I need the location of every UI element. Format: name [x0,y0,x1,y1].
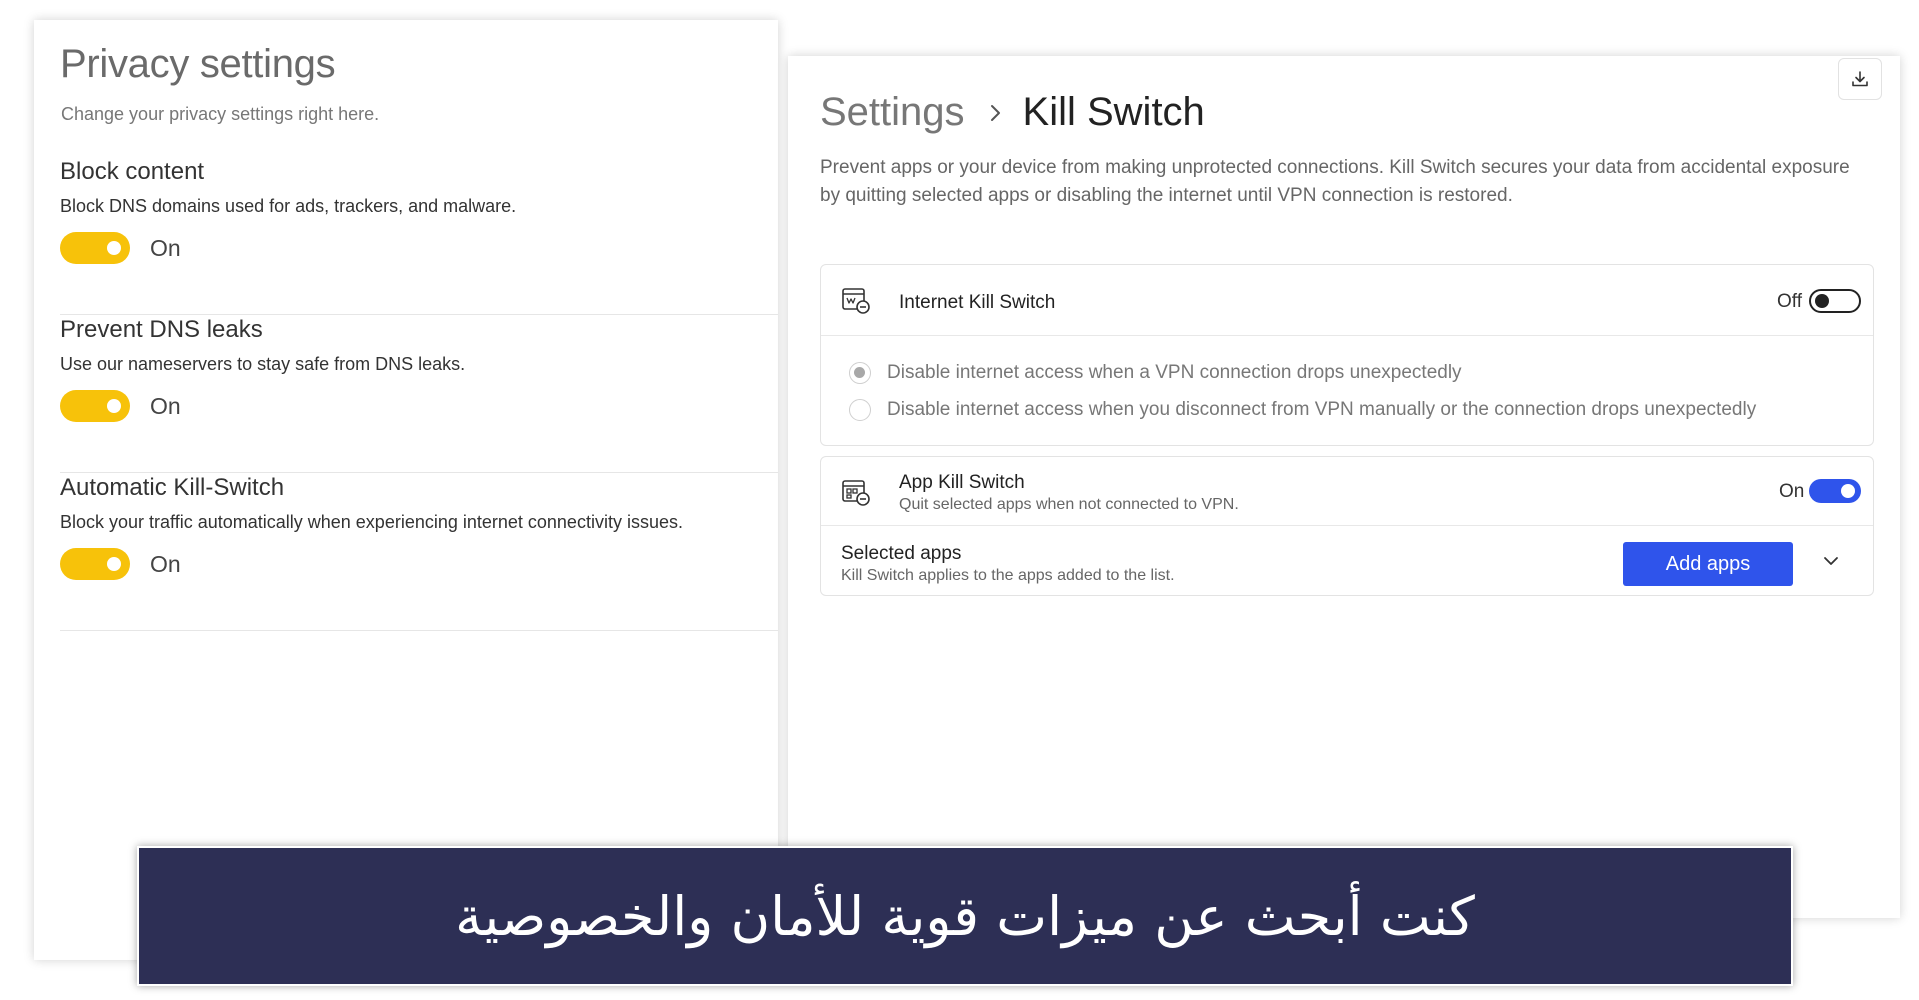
app-kill-switch-card [820,456,1874,596]
toggle-knob [1841,484,1855,498]
option-vpn-drop[interactable] [849,362,1462,384]
selected-apps-subtitle: Kill Switch applies to the apps added to the list. [841,567,1175,584]
internet-kill-switch-row [821,265,1873,336]
selected-apps-row [821,526,1873,594]
caption-text: كنت أبحث عن ميزات قوية للأمان والخصوصية [455,884,1475,948]
chevron-down-icon[interactable] [1821,551,1841,571]
internet-kill-switch-toggle[interactable] [1809,289,1861,313]
toggle-state-label: On [150,393,181,419]
kill-switch-description: Prevent apps or your device from making unprotected connections. Kill Switch secures your data from accidental exposure by quitting selected apps or disabling the internet until VPN connection is restored. [820,157,1850,206]
app-kill-switch-row [821,457,1873,526]
toggle-knob [107,557,121,571]
option-label: Disable internet access when a VPN connection drops unexpectedly [887,362,1462,383]
breadcrumb [820,90,1205,135]
radio-button[interactable] [849,399,871,421]
automatic-kill-switch-toggle[interactable] [60,548,130,580]
radio-button[interactable] [849,362,871,384]
option-label: Disable internet access when you disconnect from VPN manually or the connection drops unexpectedly [887,399,1757,420]
setting-title: Prevent DNS leaks [60,316,263,343]
add-apps-button[interactable]: Add apps [1623,542,1793,586]
prevent-dns-leaks-toggle[interactable] [60,390,130,422]
privacy-subtitle: Change your privacy settings right here. [61,104,380,124]
setting-block-content [60,158,778,315]
selected-apps-title: Selected apps [841,543,962,564]
app-kill-switch-title: App Kill Switch [899,472,1025,493]
setting-description: Block DNS domains used for ads, trackers, and malware. [60,196,517,216]
toggle-knob [107,241,121,255]
app-kill-switch-state: On [1779,481,1805,502]
internet-kill-switch-options [821,336,1873,444]
app-kill-switch-toggle[interactable] [1809,479,1861,503]
internet-kill-switch-card [820,264,1874,446]
app-kill-switch-icon [841,479,871,507]
download-icon [1850,69,1870,89]
toggle-knob [1815,294,1829,308]
app-kill-switch-subtitle: Quit selected apps when not connected to VPN. [899,496,1239,513]
toggle-state-label: On [150,551,181,577]
setting-title: Automatic Kill-Switch [60,474,285,501]
download-button[interactable] [1838,58,1882,100]
chevron-right-icon [989,102,1003,124]
setting-description: Block your traffic automatically when experiencing internet connectivity issues. [60,512,683,532]
block-content-toggle[interactable] [60,232,130,264]
setting-description: Use our nameservers to stay safe from DNS leaks. [60,354,466,374]
option-manual-disconnect[interactable] [849,399,1756,421]
toggle-state-label: On [150,235,181,261]
privacy-settings-panel [34,20,778,960]
kill-switch-panel [788,56,1900,918]
internet-kill-switch-state: Off [1777,291,1802,312]
page-title: Kill Switch [1022,90,1205,134]
internet-kill-switch-title: Internet Kill Switch [899,292,1056,313]
breadcrumb-settings-link[interactable]: Settings [820,90,965,134]
setting-title: Block content [60,158,205,185]
privacy-title: Privacy settings [60,42,336,86]
setting-automatic-kill-switch [60,474,778,631]
internet-kill-switch-icon [841,287,871,315]
toggle-knob [107,399,121,413]
setting-prevent-dns-leaks [60,316,778,473]
caption-banner [137,846,1793,986]
